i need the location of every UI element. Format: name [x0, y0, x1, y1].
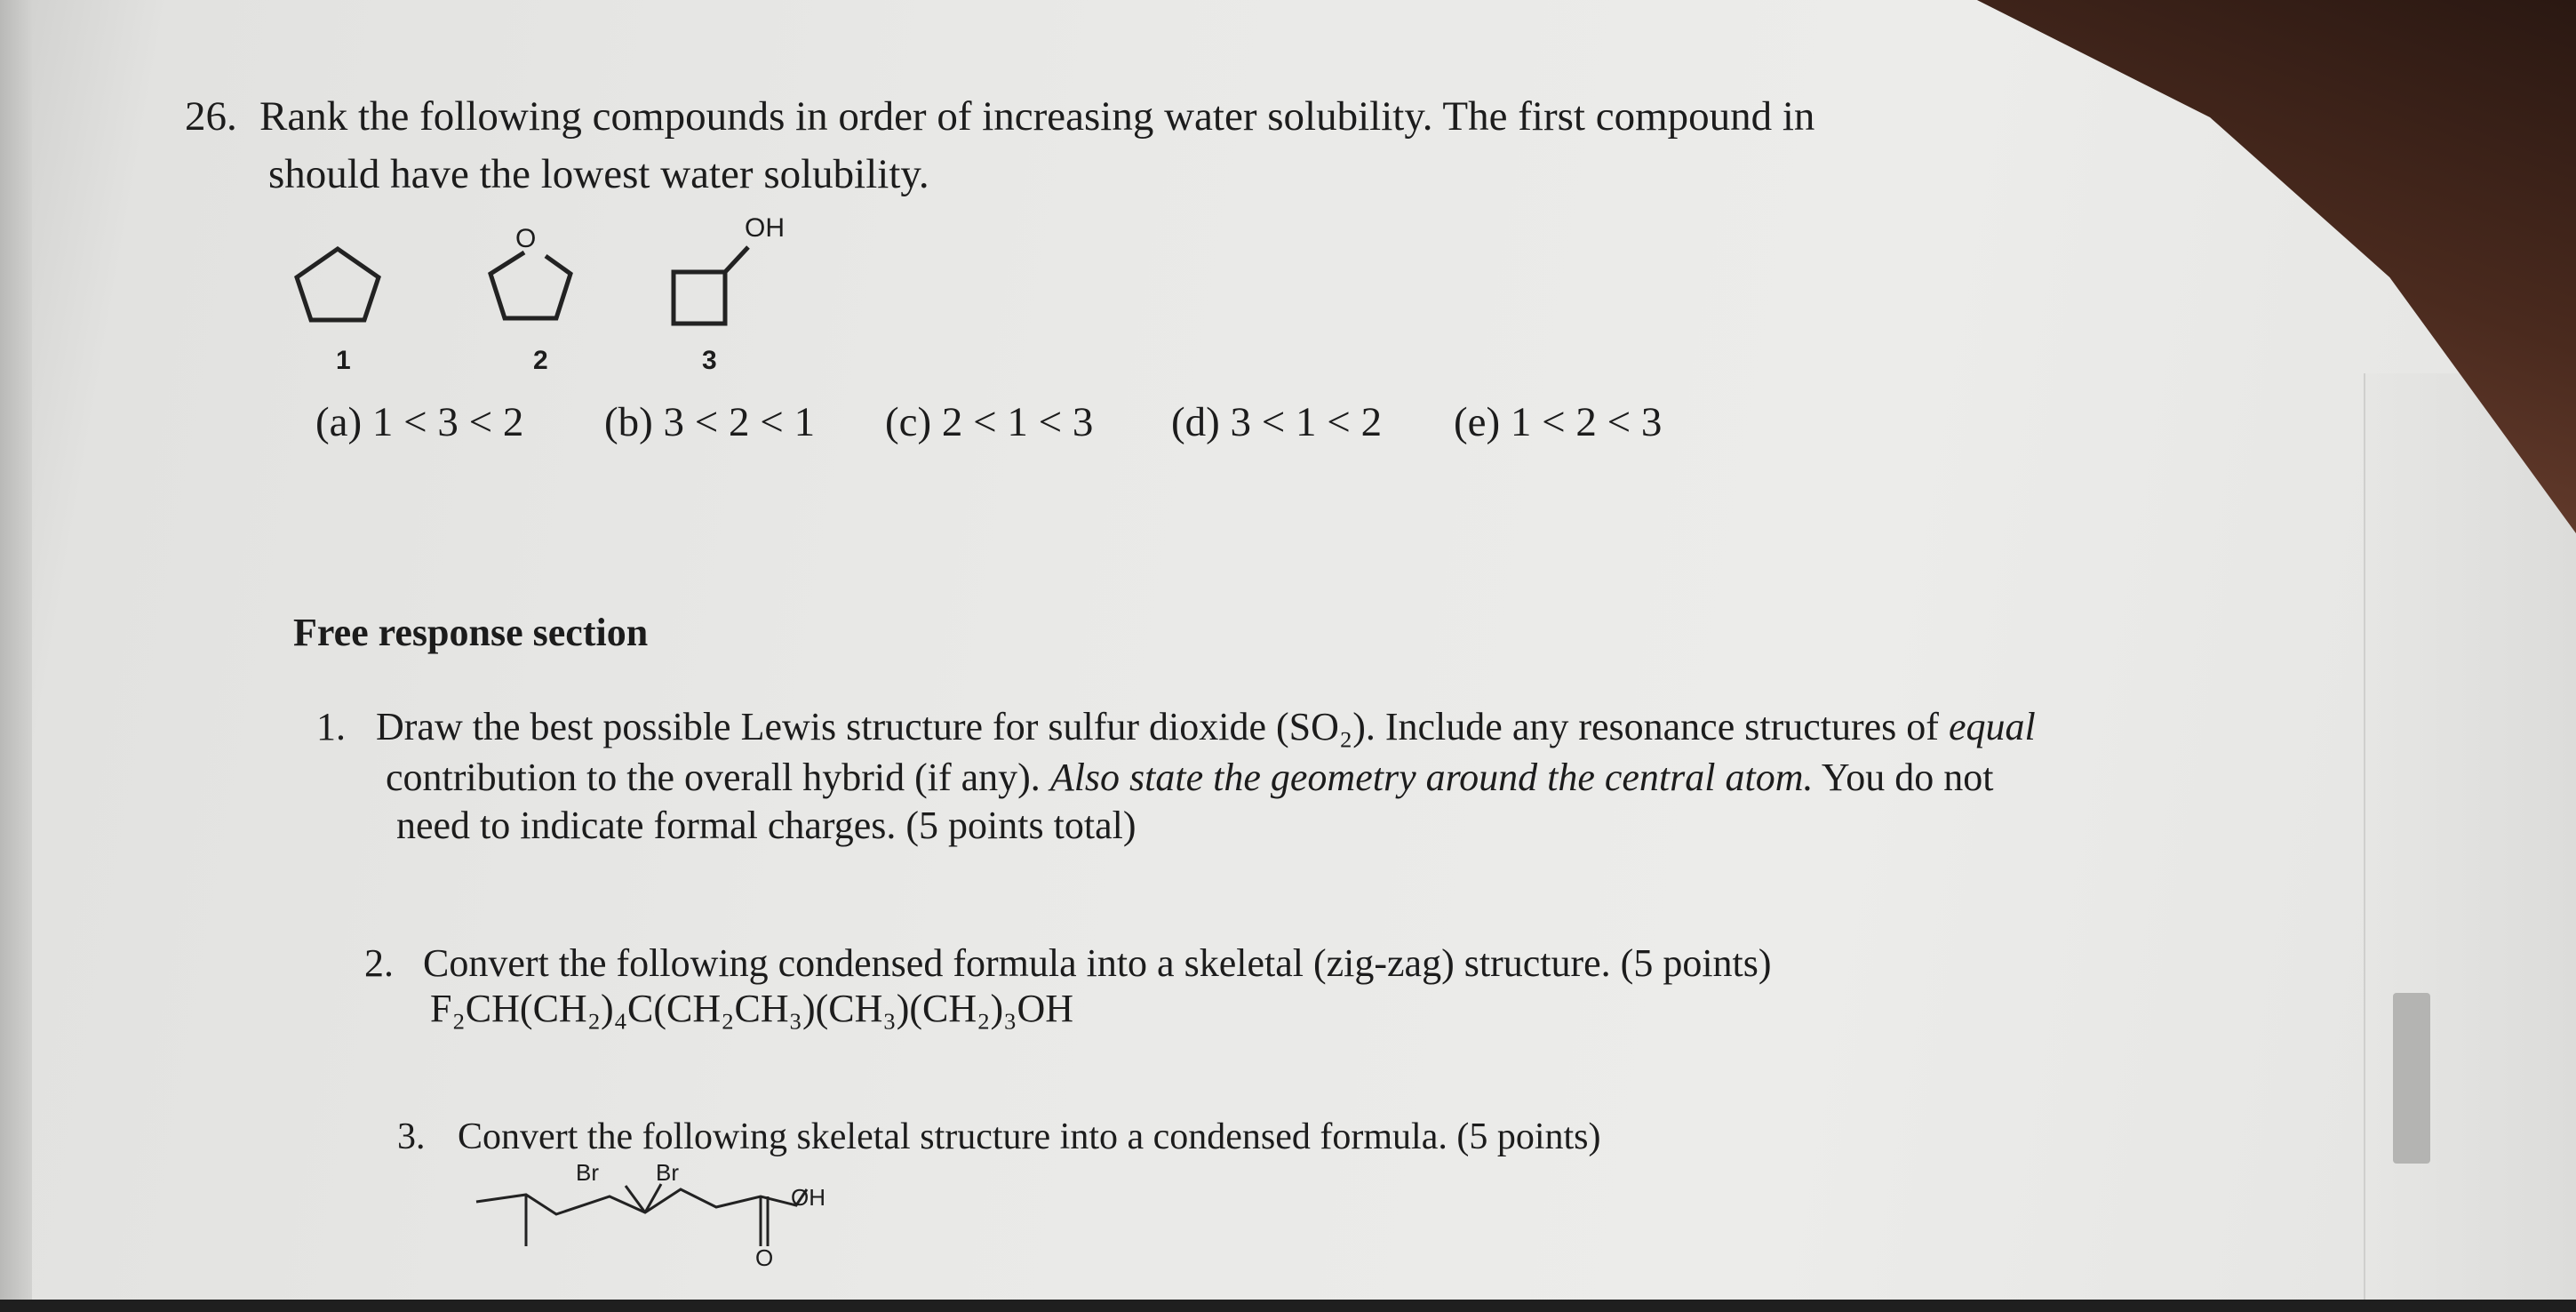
question-26-line2: should have the lowest water solubility. [268, 151, 929, 197]
question-26-number: 26. [185, 93, 237, 140]
choice-e[interactable]: (e) 1 < 2 < 3 [1454, 399, 1663, 445]
tetrahydrofuran-oxygen-label: O [515, 224, 537, 253]
fr-item-1-line3: need to indicate formal charges. (5 points total) [396, 804, 1136, 847]
choice-b[interactable]: (b) 3 < 2 < 1 [604, 399, 816, 445]
tetrahydrofuran-structure [480, 238, 604, 336]
fr-item-3-line1: Convert the following skeletal structure into a condensed formula. (5 points) [458, 1116, 1601, 1157]
question-26-line1: Rank the following compounds in order of increasing water solubility. The first compound in [259, 93, 1815, 140]
choice-c[interactable]: (c) 2 < 1 < 3 [885, 399, 1094, 445]
screen-left-edge [0, 0, 32, 1312]
screen-bottom-bezel [0, 1300, 2576, 1312]
fr-item-1-line2: contribution to the overall hybrid (if any). Also state the geometry around the central atom. You do not [386, 756, 1994, 799]
choice-a[interactable]: (a) 1 < 3 < 2 [315, 399, 524, 445]
compound-1-label: 1 [336, 346, 351, 375]
cyclopentane-structure [291, 242, 398, 331]
cyclobutanol-oh-label: OH [745, 213, 785, 243]
compound-3-label: 3 [702, 346, 717, 375]
cyclobutanol-structure [666, 240, 826, 338]
fr-item-2-number: 2. [364, 941, 394, 985]
scrollbar-thumb[interactable] [2393, 993, 2430, 1164]
hydroxyl-label: OH [791, 1184, 825, 1211]
right-side-panel [2364, 373, 2576, 1312]
fr-item-2-line1: Convert the following condensed formula into a skeletal (zig-zag) structure. (5 points) [423, 941, 1772, 985]
bromine-label-2: Br [656, 1159, 679, 1186]
fr-item-1-line1: Draw the best possible Lewis structure for sulfur dioxide (SO₂). Include any resonance structures of equal [376, 705, 2036, 748]
fr-item-3-number: 3. [397, 1116, 426, 1157]
free-response-heading: Free response section [293, 611, 649, 654]
choice-d[interactable]: (d) 3 < 1 < 2 [1171, 399, 1383, 445]
carbonyl-oxygen-label: O [755, 1244, 774, 1271]
fr-item-1-number: 1. [316, 705, 346, 748]
compound-2-label: 2 [533, 346, 548, 375]
fr-item-2-formula: F₂CH(CH₂)₄C(CH₂CH₃)(CH₃)(CH₂)₃OH [430, 987, 1074, 1030]
bromine-label-1: Br [576, 1159, 599, 1186]
